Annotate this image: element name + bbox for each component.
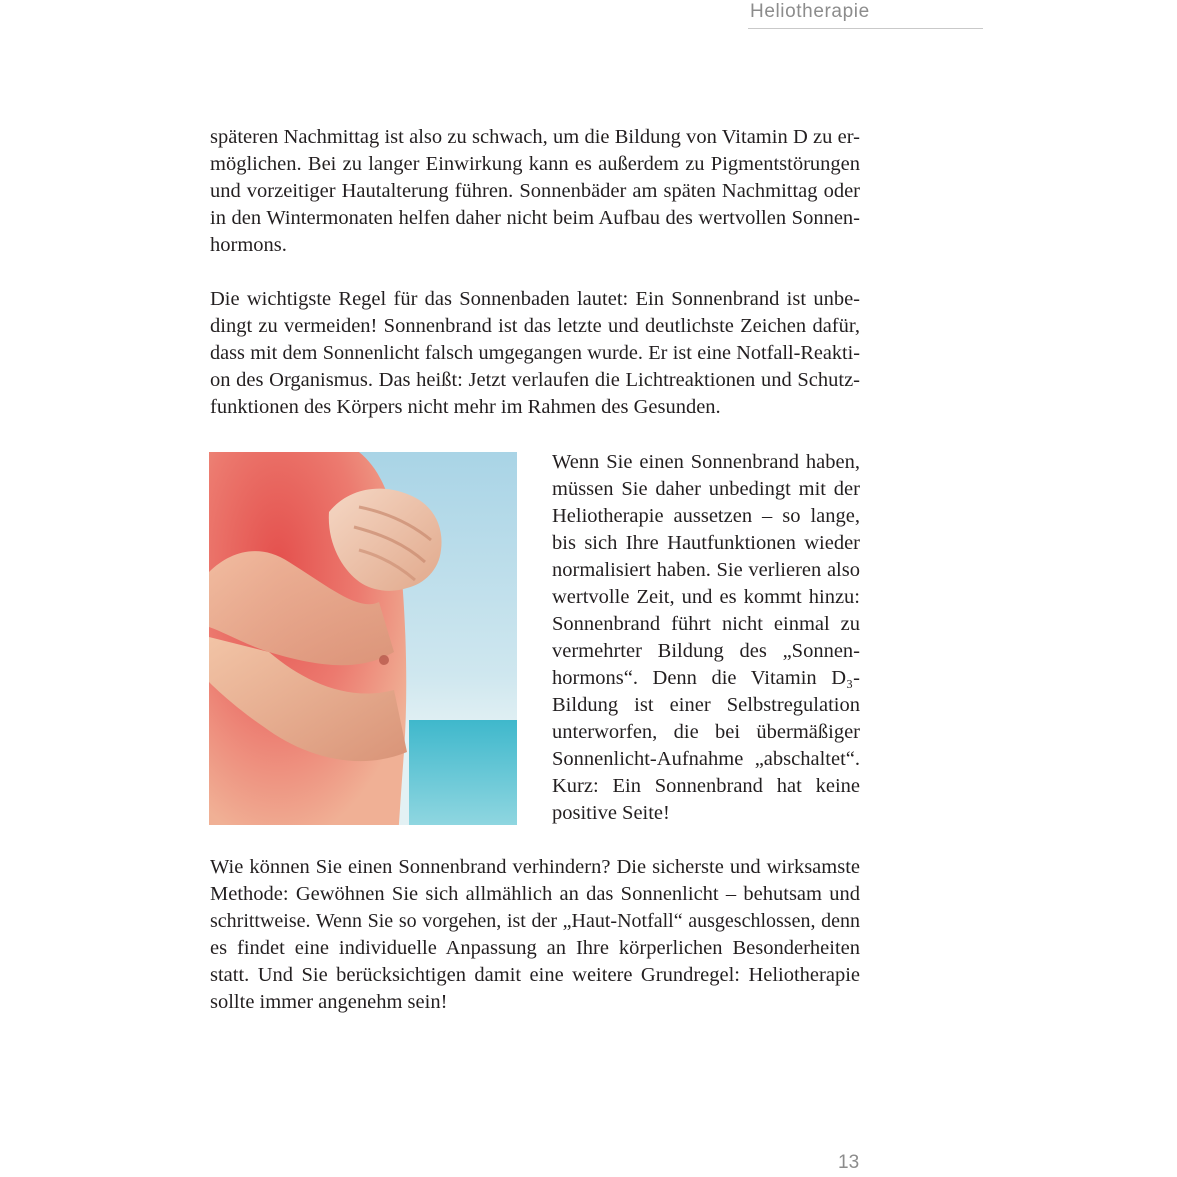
text-line: müssen Sie daher unbedingt mit der — [552, 478, 860, 500]
text-line: in den Wintermonaten helfen daher nicht beim Aufbau des wertvollen Sonnen- — [210, 207, 860, 229]
text-line: sollte immer angenehm sein! — [210, 991, 448, 1013]
text-line: wertvolle Zeit, und es kommt hinzu: — [552, 586, 860, 608]
text-line: funktionen des Körpers nicht mehr im Rahmen des Gesunden. — [210, 396, 721, 418]
text-line: statt. Und Sie berücksichtigen damit eine weitere Grundregel: Heliotherapie — [210, 964, 860, 986]
text-line: es findet eine individuelle Anpassung an Ihre körperlichen Besonderheiten — [210, 937, 860, 959]
running-header — [748, 0, 983, 29]
text-line: möglichen. Bei zu langer Einwirkung kann es außerdem zu Pigmentstörungen — [210, 153, 860, 175]
text-line: bis sich Ihre Hautfunktionen wieder — [552, 532, 860, 554]
text-line: dass mit dem Sonnenlicht falsch umgegangen wurde. Er ist eine Notfall-Reakti- — [210, 342, 860, 364]
text-line: Wie können Sie einen Sonnenbrand verhindern? Die sicherste und wirksamste — [210, 856, 860, 878]
text-line: unterworfen, die bei übermäßiger — [552, 721, 860, 743]
text-line: hormons“. Denn die Vitamin D₃- — [552, 667, 860, 689]
running-header-title: Heliotherapie — [750, 1, 870, 22]
paragraph-prevention — [210, 854, 860, 1016]
sunburned-shoulder-photo — [209, 452, 517, 825]
text-line: positive Seite! — [552, 802, 670, 824]
text-line: dingt zu vermeiden! Sonnenbrand ist das letzte und deutlichste Zeichen dafür, — [210, 315, 860, 337]
text-line: und vorzeitiger Hautalterung führen. Sonnenbäder am späten Nachmittag oder — [210, 180, 860, 202]
text-line: vermehrter Bildung des „Sonnen- — [552, 640, 860, 662]
text-line: Heliotherapie aussetzen – so lange, — [552, 505, 860, 527]
text-line: Bildung ist einer Selbstregulation — [552, 694, 860, 716]
text-line: Die wichtigste Regel für das Sonnenbaden lautet: Ein Sonnenbrand ist unbe- — [210, 288, 860, 310]
text-line: normalisiert haben. Sie verlieren also — [552, 559, 860, 581]
text-line: späteren Nachmittag ist also zu schwach, um die Bildung von Vitamin D zu er- — [210, 126, 860, 148]
text-line: Wenn Sie einen Sonnenbrand haben, — [552, 451, 860, 473]
paragraph-sunburn-rule — [210, 286, 860, 421]
text-line: Kurz: Ein Sonnenbrand hat keine — [552, 775, 860, 797]
text-line: hormons. — [210, 234, 287, 256]
text-line: on des Organismus. Das heißt: Jetzt verlaufen die Lichtreaktionen und Schutz- — [210, 369, 860, 391]
paragraph-sunburn-consequences — [552, 449, 860, 827]
paragraph-vitamin-d — [210, 124, 860, 259]
text-line: Sonnenbrand führt nicht einmal zu — [552, 613, 860, 635]
text-line: Sonnenlicht-Aufnahme „abschaltet“. — [552, 748, 860, 770]
text-line: schrittweise. Wenn Sie so vorgehen, ist der „Haut-Notfall“ ausgeschlossen, denn — [210, 910, 860, 932]
page-number: 13 — [838, 1152, 860, 1173]
text-line: Methode: Gewöhnen Sie sich allmählich an das Sonnenlicht – behutsam und — [210, 883, 860, 905]
